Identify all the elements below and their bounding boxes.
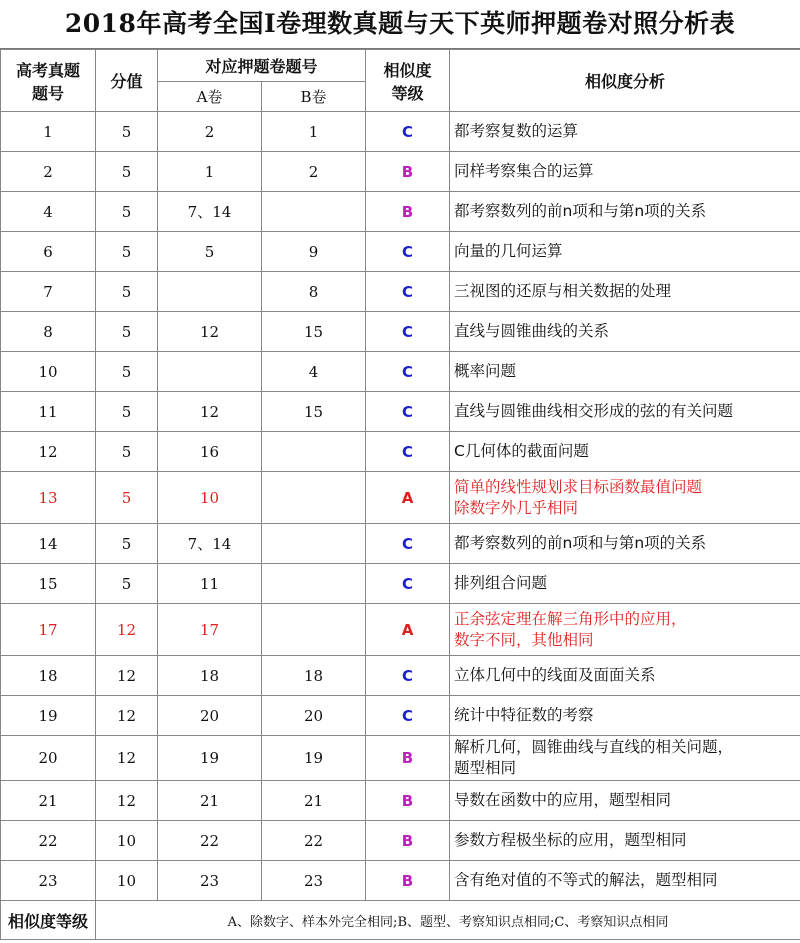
analysis-line: 解析几何，圆锥曲线与直线的相关问题， xyxy=(454,738,734,756)
cell-analysis xyxy=(450,656,800,696)
cell-score: 10 xyxy=(96,821,158,861)
table-row xyxy=(1,696,800,736)
analysis-line: 除数字外几乎相同 xyxy=(454,498,579,517)
cell-paper-a: 17 xyxy=(158,604,262,656)
analysis-line: 立体几何中的线面及面面关系 xyxy=(454,666,656,684)
comparison-table xyxy=(0,49,800,940)
analysis-line: 同样考察集合的运算 xyxy=(454,162,594,180)
cell-analysis xyxy=(450,564,800,604)
table-body xyxy=(1,112,800,901)
cell-similarity-grade: B xyxy=(366,192,450,232)
cell-score: 5 xyxy=(96,524,158,564)
table-row xyxy=(1,781,800,821)
analysis-line: 统计中特征数的考察 xyxy=(454,706,594,724)
cell-paper-a: 23 xyxy=(158,861,262,901)
cell-score: 5 xyxy=(96,272,158,312)
header-paper-a: A卷 xyxy=(158,82,262,112)
cell-analysis xyxy=(450,432,800,472)
footer-label: 相似度等级 xyxy=(1,901,96,940)
cell-analysis xyxy=(450,821,800,861)
cell-question-no: 12 xyxy=(1,432,96,472)
analysis-line: 参数方程极坐标的应用，题型相同 xyxy=(454,831,687,849)
table-row xyxy=(1,312,800,352)
footer-legend: A、除数字、样本外完全相同;B、题型、考察知识点相同;C、考察知识点相同 xyxy=(96,901,800,940)
cell-paper-b: 23 xyxy=(262,861,366,901)
table-row xyxy=(1,112,800,152)
cell-question-no: 1 xyxy=(1,112,96,152)
cell-question-no: 13 xyxy=(1,472,96,524)
table-row xyxy=(1,352,800,392)
table-row xyxy=(1,861,800,901)
table-row xyxy=(1,432,800,472)
cell-paper-b: 15 xyxy=(262,312,366,352)
cell-analysis xyxy=(450,392,800,432)
cell-score: 5 xyxy=(96,152,158,192)
table-row xyxy=(1,272,800,312)
analysis-line: 简单的线性规划求目标函数最值问题 xyxy=(454,477,703,496)
cell-score: 5 xyxy=(96,232,158,272)
analysis-line: 都考察数列的前n项和与第n项的关系 xyxy=(454,534,707,552)
cell-paper-a: 12 xyxy=(158,392,262,432)
cell-analysis xyxy=(450,112,800,152)
cell-similarity-grade: C xyxy=(366,656,450,696)
cell-paper-a: 1 xyxy=(158,152,262,192)
cell-score: 5 xyxy=(96,352,158,392)
cell-similarity-grade: C xyxy=(366,352,450,392)
analysis-line: C几何体的截面问题 xyxy=(454,442,589,460)
table-row xyxy=(1,564,800,604)
cell-question-no: 14 xyxy=(1,524,96,564)
analysis-line: 都考察复数的运算 xyxy=(454,122,579,140)
cell-paper-b xyxy=(262,472,366,524)
analysis-line: 正余弦定理在解三角形中的应用， xyxy=(454,609,687,628)
analysis-line: 排列组合问题 xyxy=(454,574,548,592)
analysis-line: 都考察数列的前n项和与第n项的关系 xyxy=(454,202,707,220)
cell-question-no: 17 xyxy=(1,604,96,656)
cell-similarity-grade: C xyxy=(366,696,450,736)
analysis-line: 三视图的还原与相关数据的处理 xyxy=(454,282,672,300)
cell-similarity-grade: B xyxy=(366,861,450,901)
analysis-line: 直线与圆锥曲线的关系 xyxy=(454,322,610,340)
header-paper-group: 对应押题卷题号 xyxy=(158,50,366,82)
cell-question-no: 8 xyxy=(1,312,96,352)
cell-paper-b: 4 xyxy=(262,352,366,392)
cell-question-no: 6 xyxy=(1,232,96,272)
cell-paper-b: 20 xyxy=(262,696,366,736)
cell-score: 5 xyxy=(96,432,158,472)
cell-similarity-grade: C xyxy=(366,272,450,312)
header-paper-b: B卷 xyxy=(262,82,366,112)
cell-similarity-grade: C xyxy=(366,232,450,272)
header-question-no-line: 高考真题 xyxy=(15,60,80,80)
cell-paper-a xyxy=(158,272,262,312)
table-row xyxy=(1,392,800,432)
cell-similarity-grade: B xyxy=(366,736,450,781)
cell-paper-a: 10 xyxy=(158,472,262,524)
cell-paper-b: 1 xyxy=(262,112,366,152)
header-similarity xyxy=(366,50,450,112)
cell-score: 12 xyxy=(96,696,158,736)
cell-analysis xyxy=(450,192,800,232)
cell-paper-a: 19 xyxy=(158,736,262,781)
cell-question-no: 4 xyxy=(1,192,96,232)
table-row xyxy=(1,656,800,696)
table-row xyxy=(1,604,800,656)
header-question-no-line: 题号 xyxy=(31,83,64,103)
cell-paper-a: 16 xyxy=(158,432,262,472)
cell-similarity-grade: B xyxy=(366,152,450,192)
table-row xyxy=(1,232,800,272)
cell-question-no: 23 xyxy=(1,861,96,901)
cell-similarity-grade: C xyxy=(366,112,450,152)
cell-analysis xyxy=(450,696,800,736)
cell-score: 5 xyxy=(96,564,158,604)
cell-paper-a: 20 xyxy=(158,696,262,736)
cell-paper-b xyxy=(262,524,366,564)
header-question-no xyxy=(1,50,96,112)
cell-score: 5 xyxy=(96,192,158,232)
header-analysis: 相似度分析 xyxy=(450,50,800,112)
cell-paper-a: 12 xyxy=(158,312,262,352)
cell-analysis xyxy=(450,472,800,524)
header-score: 分值 xyxy=(96,50,158,112)
cell-paper-b: 15 xyxy=(262,392,366,432)
analysis-line: 导数在函数中的应用，题型相同 xyxy=(454,791,672,809)
cell-score: 12 xyxy=(96,604,158,656)
cell-question-no: 20 xyxy=(1,736,96,781)
cell-paper-b xyxy=(262,604,366,656)
cell-analysis xyxy=(450,312,800,352)
cell-paper-a: 22 xyxy=(158,821,262,861)
cell-score: 12 xyxy=(96,656,158,696)
cell-question-no: 18 xyxy=(1,656,96,696)
cell-paper-a: 18 xyxy=(158,656,262,696)
header-similarity-line: 相似度 xyxy=(383,60,432,80)
cell-similarity-grade: C xyxy=(366,392,450,432)
cell-analysis xyxy=(450,352,800,392)
cell-question-no: 11 xyxy=(1,392,96,432)
cell-question-no: 10 xyxy=(1,352,96,392)
analysis-line: 直线与圆锥曲线相交形成的弦的有关问题 xyxy=(454,402,734,420)
cell-score: 5 xyxy=(96,392,158,432)
cell-paper-a: 5 xyxy=(158,232,262,272)
cell-question-no: 15 xyxy=(1,564,96,604)
cell-question-no: 7 xyxy=(1,272,96,312)
analysis-line: 数字不同，其他相同 xyxy=(454,630,594,649)
cell-question-no: 2 xyxy=(1,152,96,192)
table-row xyxy=(1,152,800,192)
cell-score: 12 xyxy=(96,781,158,821)
cell-paper-b: 19 xyxy=(262,736,366,781)
cell-similarity-grade: A xyxy=(366,472,450,524)
table-row xyxy=(1,472,800,524)
cell-paper-b: 21 xyxy=(262,781,366,821)
header-similarity-line: 等级 xyxy=(391,83,424,103)
cell-analysis xyxy=(450,861,800,901)
cell-similarity-grade: B xyxy=(366,821,450,861)
cell-paper-b: 8 xyxy=(262,272,366,312)
cell-analysis xyxy=(450,152,800,192)
cell-score: 12 xyxy=(96,736,158,781)
cell-paper-a: 21 xyxy=(158,781,262,821)
cell-similarity-grade: A xyxy=(366,604,450,656)
page-title: 2018年高考全国I卷理数真题与天下英师押题卷对照分析表 xyxy=(0,0,800,49)
cell-paper-a: 11 xyxy=(158,564,262,604)
cell-question-no: 22 xyxy=(1,821,96,861)
cell-paper-a: 7、14 xyxy=(158,192,262,232)
cell-paper-b: 22 xyxy=(262,821,366,861)
cell-question-no: 21 xyxy=(1,781,96,821)
table-row xyxy=(1,524,800,564)
analysis-line: 概率问题 xyxy=(454,362,517,380)
cell-paper-b: 2 xyxy=(262,152,366,192)
cell-paper-a xyxy=(158,352,262,392)
cell-similarity-grade: B xyxy=(366,781,450,821)
cell-paper-b xyxy=(262,432,366,472)
cell-question-no: 19 xyxy=(1,696,96,736)
table-row xyxy=(1,821,800,861)
cell-analysis xyxy=(450,272,800,312)
cell-similarity-grade: C xyxy=(366,564,450,604)
cell-score: 5 xyxy=(96,112,158,152)
cell-analysis xyxy=(450,524,800,564)
cell-analysis xyxy=(450,736,800,781)
cell-analysis xyxy=(450,781,800,821)
cell-similarity-grade: C xyxy=(366,524,450,564)
cell-score: 10 xyxy=(96,861,158,901)
cell-analysis xyxy=(450,232,800,272)
cell-paper-b xyxy=(262,564,366,604)
cell-similarity-grade: C xyxy=(366,312,450,352)
cell-score: 5 xyxy=(96,312,158,352)
table-row xyxy=(1,736,800,781)
cell-score: 5 xyxy=(96,472,158,524)
table-row xyxy=(1,192,800,232)
cell-analysis xyxy=(450,604,800,656)
cell-paper-b: 9 xyxy=(262,232,366,272)
cell-paper-b xyxy=(262,192,366,232)
cell-paper-b: 18 xyxy=(262,656,366,696)
analysis-line: 含有绝对值的不等式的解法，题型相同 xyxy=(454,871,718,889)
cell-similarity-grade: C xyxy=(366,432,450,472)
cell-paper-a: 2 xyxy=(158,112,262,152)
analysis-line: 题型相同 xyxy=(454,759,517,777)
cell-paper-a: 7、14 xyxy=(158,524,262,564)
analysis-line: 向量的几何运算 xyxy=(454,242,563,260)
